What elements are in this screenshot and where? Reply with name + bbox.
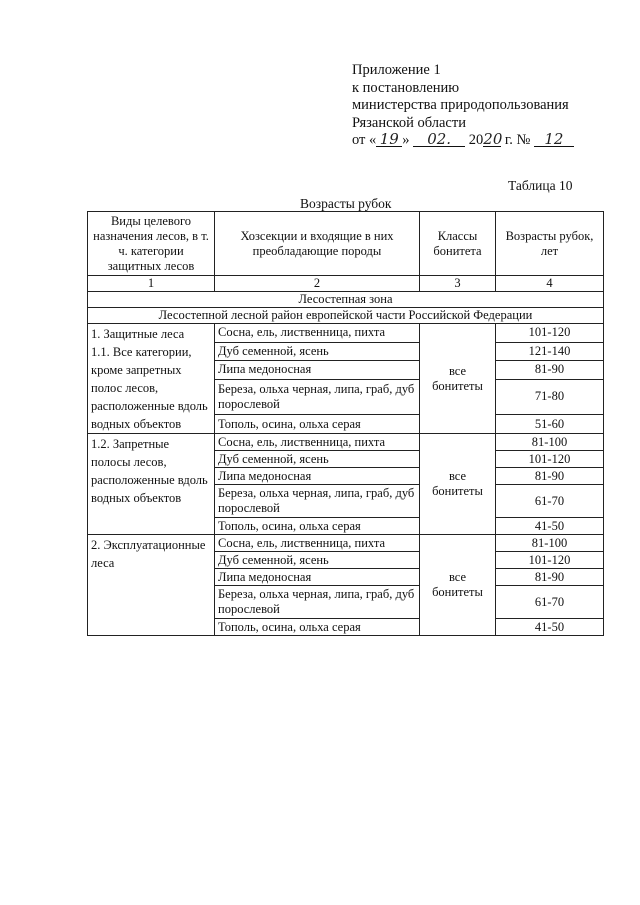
table-title: Возрасты рубок bbox=[300, 196, 392, 211]
table-header-row bbox=[88, 212, 604, 276]
column-header-age: Возрасты рубок, лет bbox=[496, 212, 604, 276]
year-suffix: 20 bbox=[483, 130, 503, 148]
header-line-ministry: министерства природопользования bbox=[352, 97, 569, 113]
column-number: 1 bbox=[88, 276, 215, 292]
table-row bbox=[88, 535, 604, 552]
column-number: 4 bbox=[496, 276, 604, 292]
species-cell: Сосна, ель, лиственница, пихта bbox=[215, 324, 420, 343]
cutting-age-table bbox=[87, 211, 604, 636]
category-cell bbox=[88, 434, 215, 535]
category-text: 1. Защитные леса 1.1. Все категории, кроме запретных полос лесов, расположенные вдоль водных объектов bbox=[91, 327, 208, 431]
category-text: 1.2. Запретные полосы лесов, расположенные вдоль водных объектов bbox=[91, 437, 208, 505]
species-cell: Тополь, осина, ольха серая bbox=[215, 619, 420, 636]
table-row bbox=[88, 324, 604, 343]
category-cell bbox=[88, 324, 215, 434]
age-cell: 41-50 bbox=[496, 518, 604, 535]
table-label: Таблица 10 bbox=[508, 178, 573, 193]
column-header-purpose: Виды целевого назначения лесов, в т. ч. категории защитных лесов bbox=[88, 212, 215, 276]
age-cell: 81-90 bbox=[496, 468, 604, 485]
species-cell: Липа медоносная bbox=[215, 569, 420, 586]
age-cell: 81-100 bbox=[496, 535, 604, 552]
year-prefix: 20 bbox=[468, 132, 484, 148]
category-cell bbox=[88, 535, 215, 636]
species-cell: Тополь, осина, ольха серая bbox=[215, 518, 420, 535]
header-line-region: Рязанской области bbox=[352, 114, 466, 131]
region-row bbox=[88, 308, 604, 324]
date-day: 19 bbox=[376, 132, 402, 147]
age-cell: 71-80 bbox=[496, 379, 604, 415]
species-cell: Дуб семенной, ясень bbox=[215, 451, 420, 468]
age-cell: 51-60 bbox=[496, 415, 604, 434]
age-cell: 81-90 bbox=[496, 361, 604, 380]
age-cell: 61-70 bbox=[496, 586, 604, 619]
age-cell: 101-120 bbox=[496, 324, 604, 343]
species-cell: Дуб семенной, ясень bbox=[215, 342, 420, 361]
header-date-line bbox=[352, 132, 574, 150]
species-cell: Дуб семенной, ясень bbox=[215, 552, 420, 569]
column-number-row bbox=[88, 276, 604, 292]
column-number: 3 bbox=[420, 276, 496, 292]
header-line-appendix: Приложение 1 bbox=[352, 62, 441, 78]
document-number: 12 bbox=[534, 132, 574, 147]
zone-row bbox=[88, 292, 604, 308]
column-header-bonitet: Классы бонитета bbox=[420, 212, 496, 276]
species-cell: Липа медоносная bbox=[215, 468, 420, 485]
species-cell: Липа медоносная bbox=[215, 361, 420, 380]
header-line-resolution: к постановлению bbox=[352, 79, 460, 96]
column-number: 2 bbox=[215, 276, 420, 292]
age-cell: 101-120 bbox=[496, 451, 604, 468]
species-cell: Береза, ольха черная, липа, граб, дуб порослевой bbox=[215, 586, 420, 619]
date-prefix: от « bbox=[352, 132, 377, 148]
category-text: 2. Эксплуатационные леса bbox=[91, 538, 206, 570]
date-sep: » bbox=[402, 132, 410, 148]
species-cell: Береза, ольха черная, липа, граб, дуб порослевой bbox=[215, 485, 420, 518]
age-cell: 101-120 bbox=[496, 552, 604, 569]
zone-name: Лесостепная зона bbox=[88, 292, 604, 308]
species-cell: Сосна, ель, лиственница, пихта bbox=[215, 535, 420, 552]
column-header-species: Хозсекции и входящие в них преобладающие породы bbox=[215, 212, 420, 276]
age-cell: 81-100 bbox=[496, 434, 604, 451]
species-cell: Тополь, осина, ольха серая bbox=[215, 415, 420, 434]
species-cell: Сосна, ель, лиственница, пихта bbox=[215, 434, 420, 451]
date-month: 02. bbox=[413, 132, 465, 147]
bonitet-cell: все бонитеты bbox=[420, 324, 496, 434]
bonitet-cell: все бонитеты bbox=[420, 535, 496, 636]
age-cell: 61-70 bbox=[496, 485, 604, 518]
species-cell: Береза, ольха черная, липа, граб, дуб порослевой bbox=[215, 379, 420, 415]
table-row bbox=[88, 434, 604, 451]
age-cell: 41-50 bbox=[496, 619, 604, 636]
number-label: г. № bbox=[504, 132, 531, 148]
region-name: Лесостепной лесной район европейской части Российской Федерации bbox=[88, 308, 604, 324]
bonitet-cell: все бонитеты bbox=[420, 434, 496, 535]
age-cell: 121-140 bbox=[496, 342, 604, 361]
age-cell: 81-90 bbox=[496, 569, 604, 586]
document-header bbox=[352, 62, 574, 150]
